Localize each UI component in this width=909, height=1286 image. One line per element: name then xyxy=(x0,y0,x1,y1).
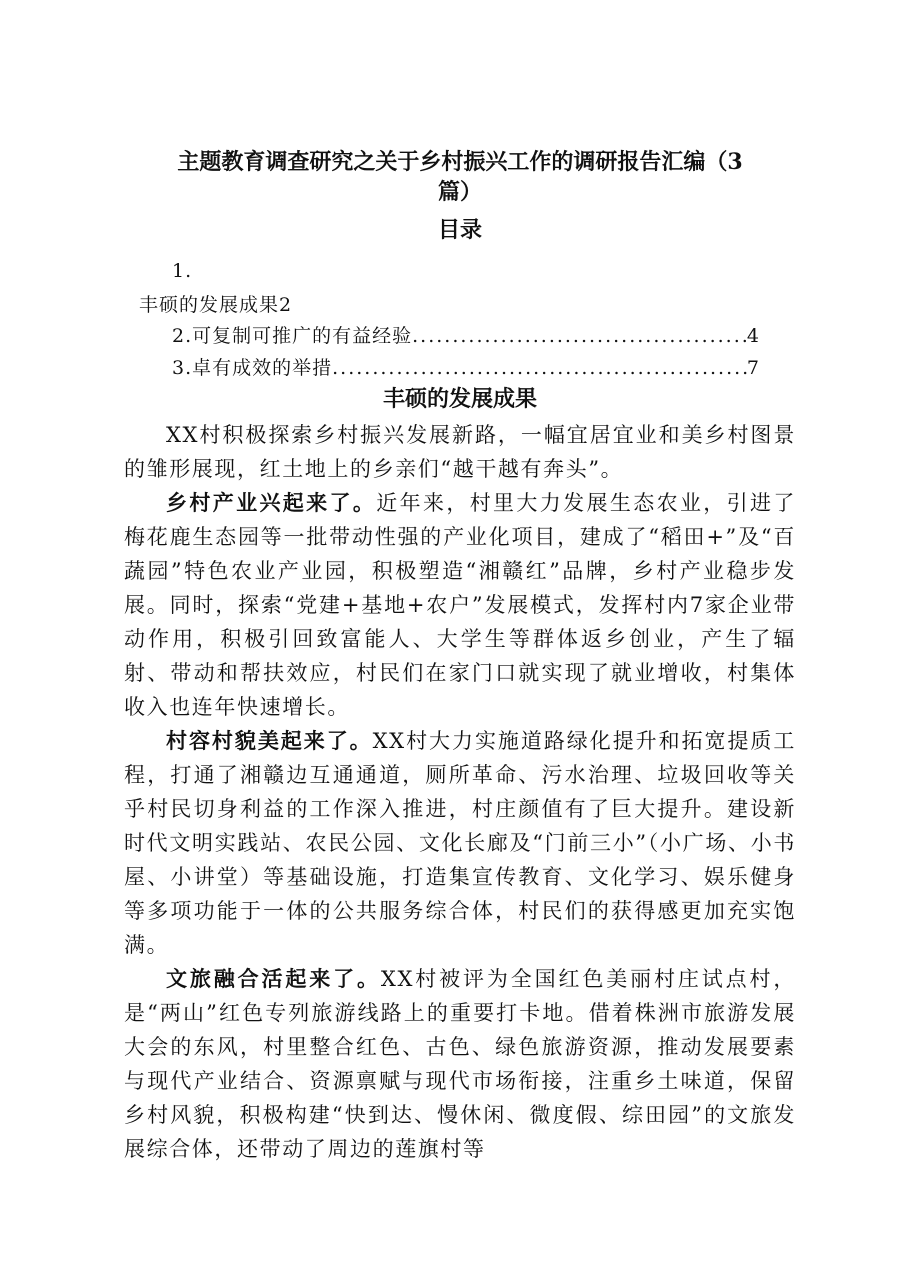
toc-item-3-page: 7 xyxy=(746,357,760,379)
toc-leader-dots xyxy=(332,353,747,383)
toc-item-1[interactable]: 丰硕的发展成果2 xyxy=(139,294,293,316)
body-text xyxy=(124,418,796,1166)
paragraph-lead: 村容村貌美起来了。 xyxy=(166,728,373,753)
paragraph-lead: 乡村产业兴起来了。 xyxy=(166,490,377,515)
toc-heading: 目录 xyxy=(437,217,482,243)
paragraph-text: XX村被评为全国红色美丽村庄试点村，是“两山”红色专列旅游线路上的重要打卡地。借着株洲市旅游发展大会的东风，村里整合红色、古色、绿色旅游资源，推动发展要素与现代产业结合、资源禀赋与现代市场衔接，注重乡土味道，保留乡村风貌，积极构建“快到达、慢休闲、微度假、综田园”的文旅发展综合体，还带动了周边的莲旗村等 xyxy=(124,967,796,1161)
toc-item-2-label: 2.可复制可推广的有益经验 xyxy=(172,325,413,347)
paragraph-lead: 文旅融合活起来了。 xyxy=(166,966,381,991)
paragraph-village-appearance xyxy=(124,724,796,962)
paragraph-industry xyxy=(124,486,796,724)
intro-paragraph: XX村积极探索乡村振兴发展新路，一幅宜居宜业和美乡村图景的雏形展现，红土地上的乡亲们“越干越有奔头”。 xyxy=(124,423,796,481)
paragraph-text: XX村大力实施道路绿化提升和拓宽提质工程，打通了湘赣边互通通道，厕所革命、污水治理、垃圾回收等关乎村民切身利益的工作深入推进，村庄颜值有了巨大提升。建设新时代文明实践站、农民公园、文化长廊及“门前三小”（小广场、小书屋、小讲堂）等基础设施，打造集宣传教育、文化学习、娱乐健身等多项功能于一体的公共服务综合体，村民们的获得感更加充实饱满。 xyxy=(124,729,796,957)
document-title-line-2: 篇） xyxy=(437,179,482,205)
toc-leader-dots xyxy=(412,321,747,351)
paragraph-text: 近年来，村里大力发展生态农业，引进了梅花鹿生态园等一批带动性强的产业化项目，建成了“稻田+”及“百蔬园”特色农业产业园，积极塑造“湘赣红”品牌，乡村产业稳步发展。同时，探索“党建+基地+农户”发展模式，发挥村内7家企业带动作用，积极引回致富能人、大学生等群体返乡创业，产生了辐射、带动和帮扶效应，村民们在家门口就实现了就业增收，村集体收入也连年快速增长。 xyxy=(124,491,796,719)
document-title-line-1: 主题教育调查研究之关于乡村振兴工作的调研报告汇编（3 xyxy=(177,149,743,175)
toc-item-1-number: 1. xyxy=(172,260,193,282)
toc-item-2[interactable] xyxy=(172,321,760,351)
toc-item-3[interactable] xyxy=(172,353,760,383)
toc-item-3-label: 3.卓有成效的举措 xyxy=(172,357,333,379)
toc-item-2-page: 4 xyxy=(746,325,760,347)
paragraph-culture-tourism xyxy=(124,962,796,1166)
section-title: 丰硕的发展成果 xyxy=(382,386,537,412)
